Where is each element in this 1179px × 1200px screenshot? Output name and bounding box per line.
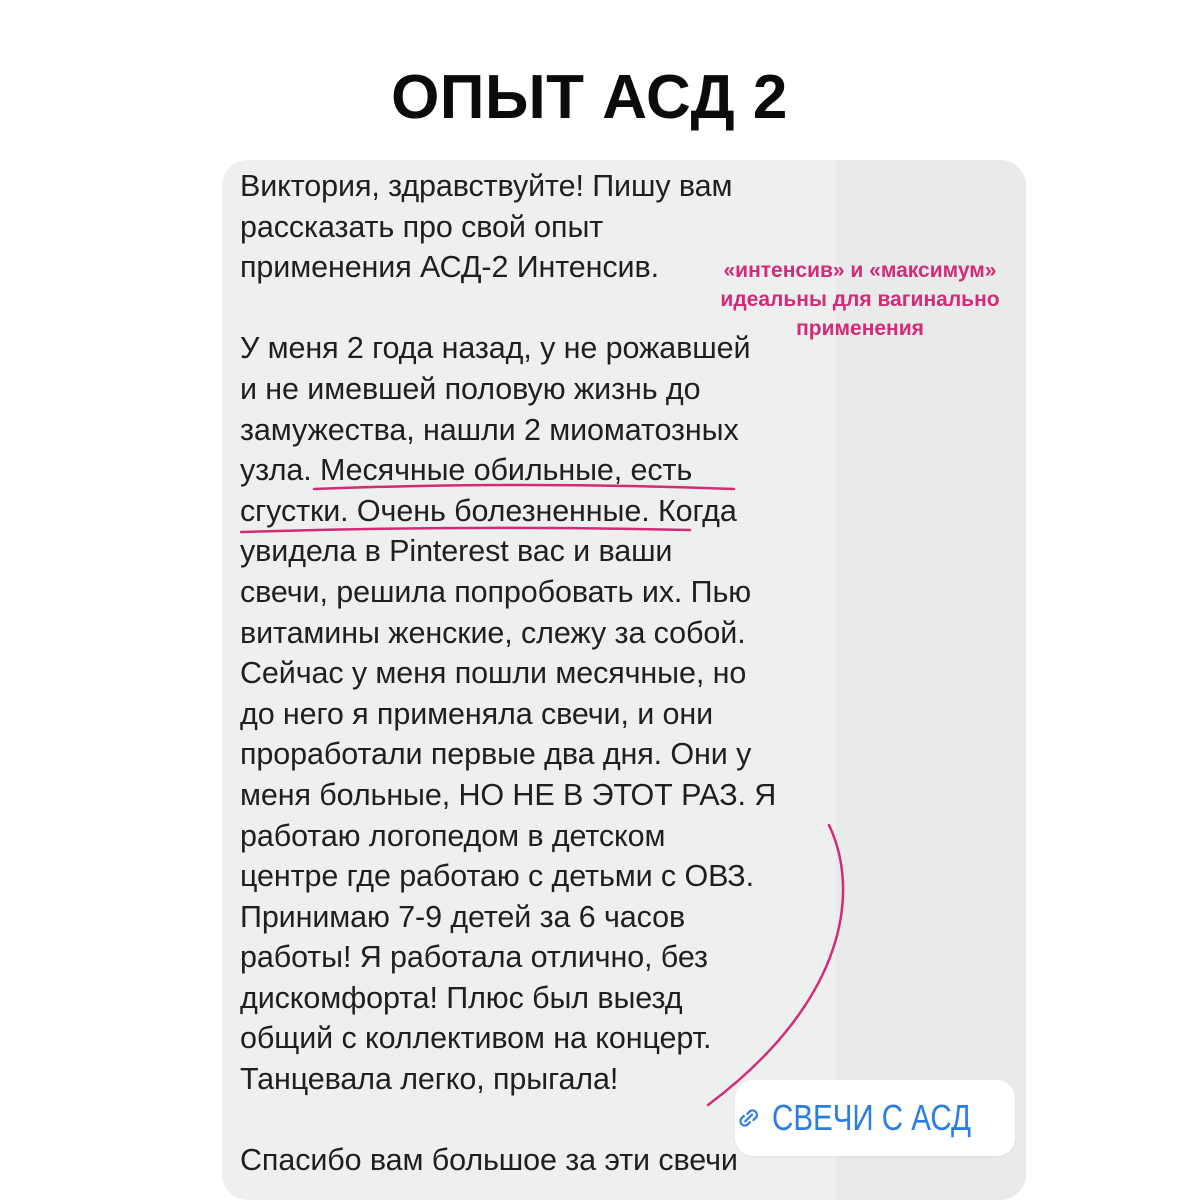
message-line: витамины женские, слежу за собой.	[240, 615, 746, 650]
message-line: сгустки. Очень болезненные. Когда	[240, 493, 737, 528]
message-line: общий с коллективом на концерт.	[240, 1021, 712, 1056]
message-line: рассказать про свой опыт	[240, 209, 604, 244]
link-sticker-button[interactable]	[735, 1080, 1015, 1156]
message-line: замужества, нашли 2 миоматозных	[240, 412, 739, 447]
annotation-line: «интенсив» и «максимум»	[723, 259, 997, 282]
message-line: меня больные, НО НЕ В ЭТОТ РАЗ. Я	[240, 777, 777, 812]
message-line: работаю логопедом в детском	[240, 818, 666, 853]
message-line: свечи, решила попробовать их. Пью	[240, 574, 752, 609]
link-icon	[735, 1098, 762, 1138]
message-line: Виктория, здравствуйте! Пишу вам	[240, 169, 733, 203]
message-line: увидела в Pinterest вас и ваши	[240, 534, 673, 569]
message-line: до него я применяла свечи, и они	[240, 696, 714, 731]
message-line: проработали первые два дня. Они у	[240, 737, 752, 772]
message-line: работы! Я работала отлично, без	[240, 940, 708, 975]
message-line: Принимаю 7-9 детей за 6 часов	[240, 899, 686, 934]
message-line: Спасибо вам большое за эти свечи	[240, 1143, 738, 1178]
message-line: применения АСД-2 Интенсив.	[240, 250, 659, 285]
message-line: и не имевшей половую жизнь до	[240, 371, 701, 406]
message-line: центре где работаю с детьми с ОВЗ.	[240, 859, 754, 894]
message-line: дискомфорта! Плюс был выезд	[240, 980, 683, 1015]
message-line: узла. Месячные обильные, есть	[240, 453, 693, 488]
page-title: ОПЫТ АСД 2	[391, 63, 788, 132]
annotation-line: применения	[796, 317, 924, 340]
annotation-line: идеальны для вагинально	[720, 288, 1000, 311]
link-sticker-label: СВЕЧИ С АСД	[772, 1097, 972, 1138]
message-line: Танцевала легко, прыгала!	[240, 1062, 619, 1097]
message-line: У меня 2 года назад, у не рожавшей	[240, 331, 751, 366]
message-line: Сейчас у меня пошли месячные, но	[240, 656, 747, 691]
pink-annotation	[700, 256, 1020, 343]
